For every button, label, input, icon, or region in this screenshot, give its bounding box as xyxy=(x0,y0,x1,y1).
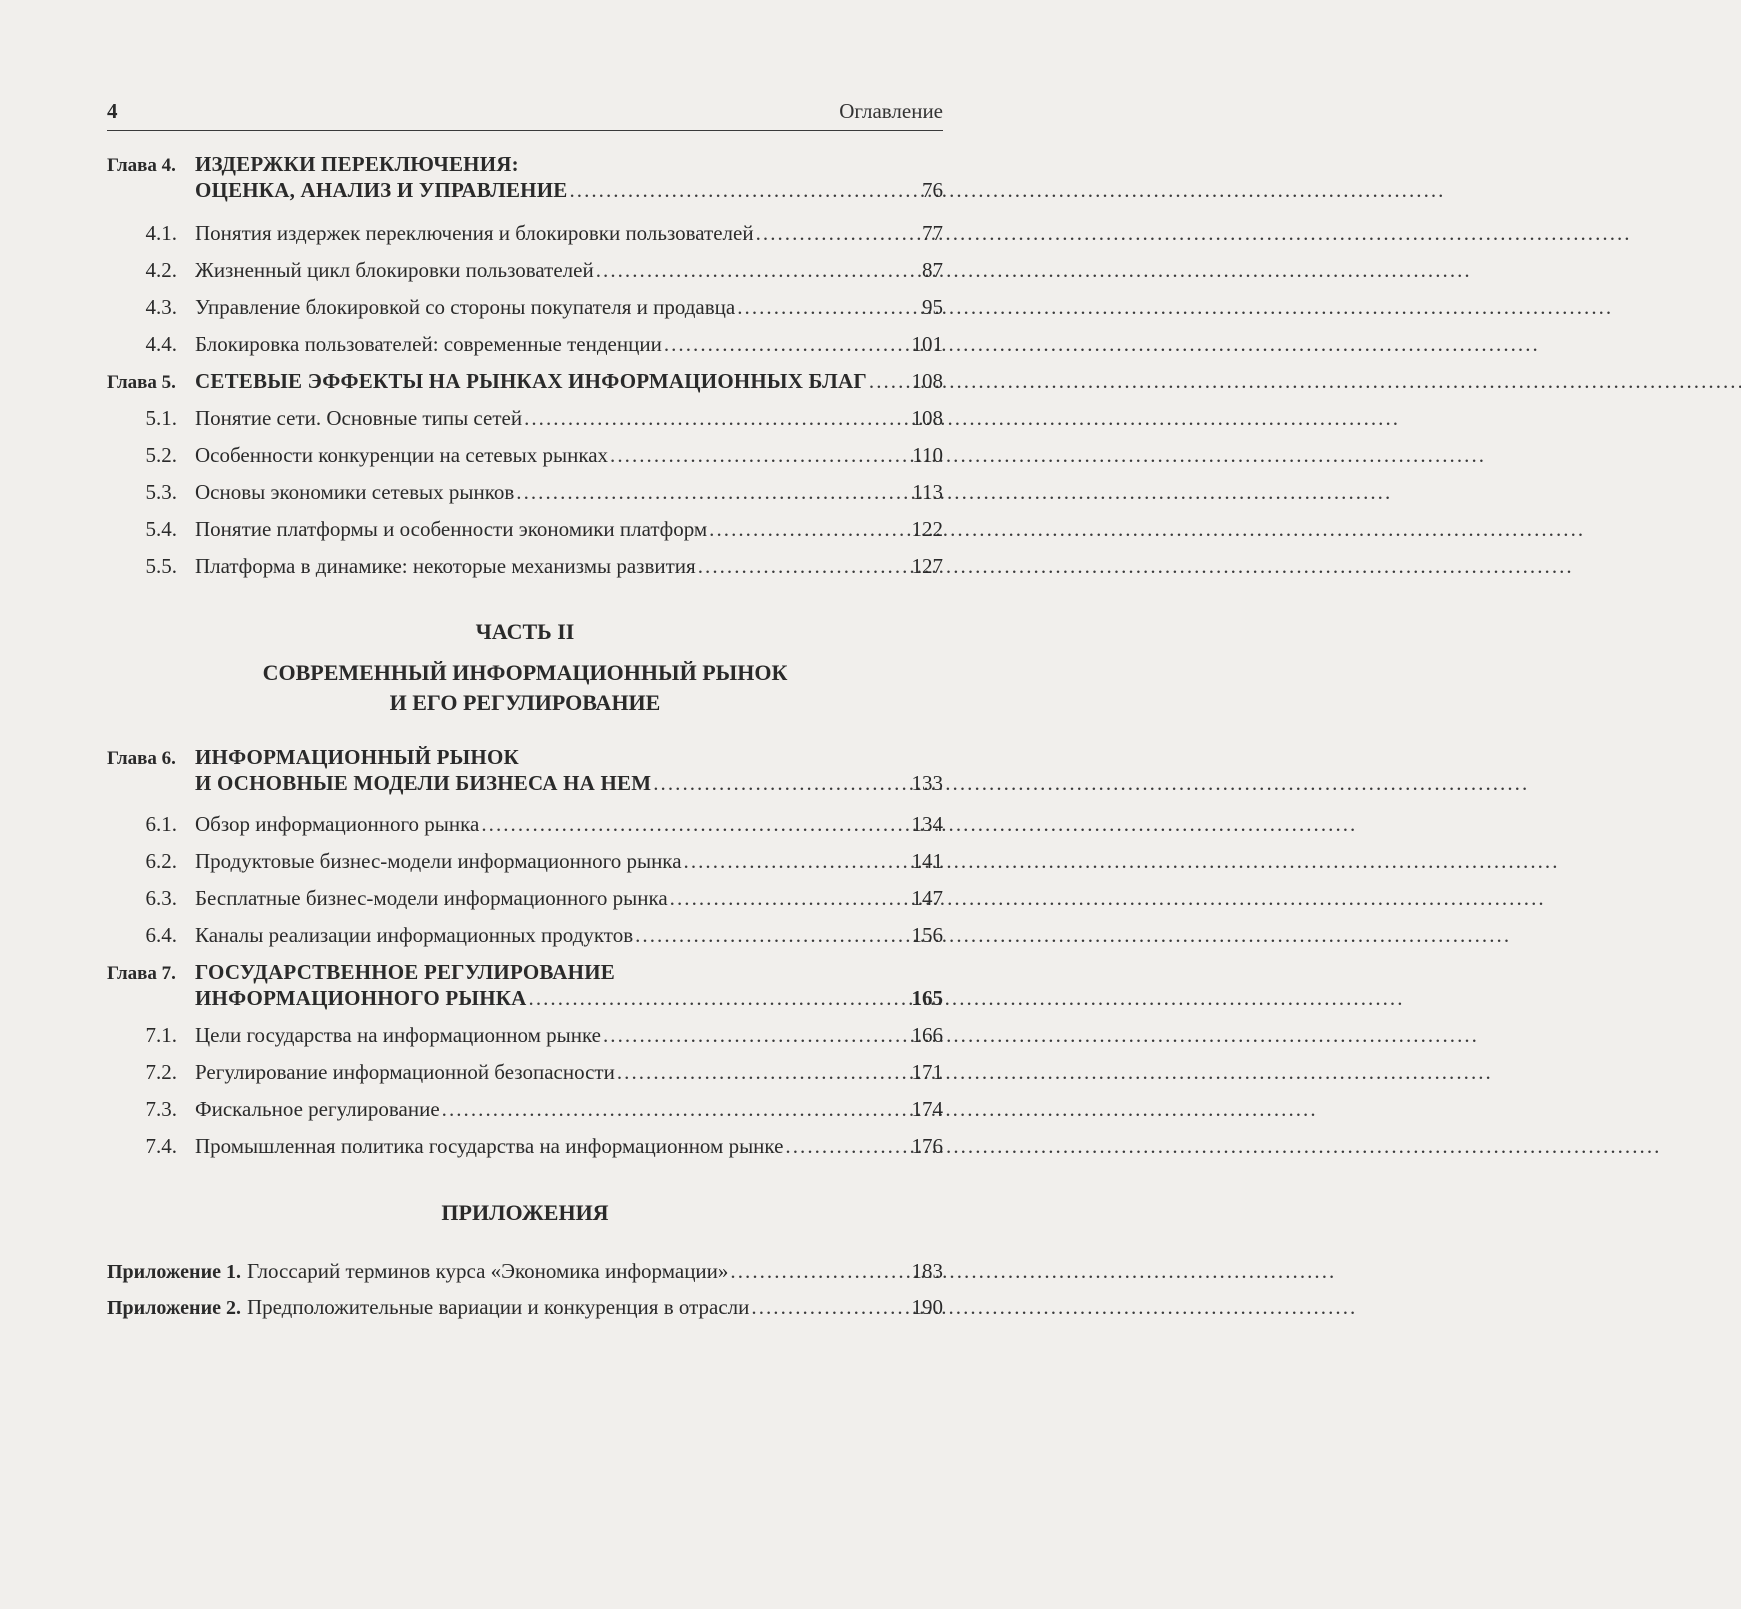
chapter-title-line2: ИНФОРМАЦИОННОГО РЫНКА xyxy=(195,986,527,1010)
dot-leader xyxy=(698,553,910,579)
toc-section-4-3[interactable] xyxy=(107,294,943,320)
section-number: 7.2. xyxy=(145,1060,177,1084)
page-ref: 127 xyxy=(911,554,943,578)
section-title: Жизненный цикл блокировки пользователей xyxy=(195,258,594,282)
dot-leader xyxy=(635,922,909,948)
section-number: 6.1. xyxy=(145,812,177,836)
section-title: Регулирование информационной безопасности xyxy=(195,1060,615,1084)
page-ref: 113 xyxy=(912,480,943,504)
page-ref: 108 xyxy=(911,406,943,430)
section-title: Управление блокировкой со стороны покупателя и продавца xyxy=(195,295,736,319)
toc-section-5-1[interactable] xyxy=(107,405,943,431)
section-title: Обзор информационного рынка xyxy=(195,812,480,836)
toc-section-7-4[interactable] xyxy=(107,1133,943,1159)
toc-chapter-6[interactable] xyxy=(107,744,943,796)
section-number: 4.1. xyxy=(145,221,177,245)
page-ref: 190 xyxy=(911,1295,943,1319)
section-title: Понятия издержек переключения и блокировки пользователей xyxy=(195,221,754,245)
chapter-label: Глава 6. xyxy=(107,748,176,769)
toc-section-4-1[interactable] xyxy=(107,220,943,246)
section-number: 6.3. xyxy=(145,886,177,910)
toc-section-6-1[interactable] xyxy=(107,811,943,837)
section-title: Блокировка пользователей: современные тенденции xyxy=(195,332,662,356)
toc-section-7-3[interactable] xyxy=(107,1096,943,1122)
toc-section-5-5[interactable] xyxy=(107,553,943,579)
section-title: Промышленная политика государства на информационном рынке xyxy=(195,1134,784,1158)
page-ref: 133 xyxy=(911,771,943,795)
page-ref: 76 xyxy=(922,178,943,202)
page-ref: 174 xyxy=(911,1097,943,1121)
toc-section-7-1[interactable] xyxy=(107,1022,943,1048)
toc-section-6-2[interactable] xyxy=(107,848,943,874)
dot-leader xyxy=(596,257,920,283)
dot-leader xyxy=(653,770,909,796)
page-ref: 141 xyxy=(911,849,943,873)
toc-section-4-2[interactable] xyxy=(107,257,943,283)
chapter-label: Глава 7. xyxy=(107,963,176,984)
appendix-title: Глоссарий терминов курса «Экономика информации» xyxy=(246,1259,729,1283)
dot-leader xyxy=(684,848,910,874)
page-ref: 95 xyxy=(922,295,943,319)
page-ref: 134 xyxy=(911,812,943,836)
running-head-title: Оглавление xyxy=(839,99,943,123)
section-number: 6.2. xyxy=(145,849,177,873)
dot-leader xyxy=(730,1258,909,1284)
toc-section-5-2[interactable] xyxy=(107,442,943,468)
section-title: Платформа в динамике: некоторые механизмы развития xyxy=(195,554,696,578)
section-title: Бесплатные бизнес-модели информационного рынка xyxy=(195,886,668,910)
dot-leader xyxy=(756,220,920,246)
toc-section-5-4[interactable] xyxy=(107,516,943,542)
section-title: Понятие сети. Основные типы сетей xyxy=(195,406,523,430)
appendix-label: Приложение 2. xyxy=(107,1297,241,1319)
toc-appendix-1[interactable] xyxy=(107,1258,943,1285)
section-number: 4.2. xyxy=(145,258,177,282)
section-title: Продуктовые бизнес-модели информационного рынка xyxy=(195,849,682,873)
page-ref: 166 xyxy=(911,1023,943,1047)
section-title: Фискальное регулирование xyxy=(195,1097,440,1121)
dot-leader xyxy=(785,1133,909,1159)
section-number: 6.4. xyxy=(145,923,177,947)
dot-leader xyxy=(664,331,910,357)
chapter-title-line1: ГОСУДАРСТВЕННОЕ РЕГУЛИРОВАНИЕ xyxy=(195,960,615,984)
toc-chapter-4[interactable] xyxy=(107,151,943,203)
part-title-line2: И ЕГО РЕГУЛИРОВАНИЕ xyxy=(389,690,661,715)
chapter-title-line1: ИНФОРМАЦИОННЫЙ РЫНОК xyxy=(195,745,519,769)
chapter-title: СЕТЕВЫЕ ЭФФЕКТЫ НА РЫНКАХ ИНФОРМАЦИОННЫХ БЛАГ xyxy=(195,369,867,393)
section-number: 5.4. xyxy=(145,517,177,541)
toc-chapter-7[interactable] xyxy=(107,959,943,1011)
page-ref: 147 xyxy=(911,886,943,910)
section-number: 7.3. xyxy=(145,1097,177,1121)
page-ref: 108 xyxy=(911,369,943,393)
running-head xyxy=(107,100,943,131)
chapter-title-line2: ОЦЕНКА, АНАЛИЗ И УПРАВЛЕНИЕ xyxy=(195,178,568,202)
section-title: Цели государства на информационном рынке xyxy=(195,1023,601,1047)
page-ref: 176 xyxy=(911,1134,943,1158)
page-number: 4 xyxy=(107,99,118,123)
dot-leader xyxy=(516,479,910,505)
part-title-line1: СОВРЕМЕННЫЙ ИНФОРМАЦИОННЫЙ РЫНОК xyxy=(262,660,788,685)
page-ref: 165 xyxy=(911,986,943,1010)
dot-leader xyxy=(529,985,910,1011)
toc-section-4-4[interactable] xyxy=(107,331,943,357)
dot-leader xyxy=(869,368,910,394)
dot-leader xyxy=(737,294,920,320)
toc-appendix-2[interactable] xyxy=(107,1294,943,1321)
chapter-title-line2: И ОСНОВНЫЕ МОДЕЛИ БИЗНЕСА НА НЕМ xyxy=(195,771,652,795)
page-ref: 87 xyxy=(922,258,943,282)
dot-leader xyxy=(569,177,920,203)
section-title: Особенности конкуренции на сетевых рынках xyxy=(195,443,609,467)
page-ref: 156 xyxy=(911,923,943,947)
dot-leader xyxy=(751,1294,909,1320)
section-number: 5.1. xyxy=(145,406,177,430)
appendices-heading: ПРИЛОЖЕНИЯ xyxy=(441,1200,609,1225)
dot-leader xyxy=(481,811,909,837)
section-title: Понятие платформы и особенности экономики платформ xyxy=(195,517,708,541)
page-ref: 101 xyxy=(911,332,943,356)
appendix-title: Предположительные вариации и конкуренция в отрасли xyxy=(246,1295,750,1319)
dot-leader xyxy=(670,885,910,911)
part-label: ЧАСТЬ II xyxy=(475,619,575,644)
page-ref: 183 xyxy=(911,1259,943,1283)
toc-section-6-3[interactable] xyxy=(107,885,943,911)
section-number: 5.2. xyxy=(145,443,177,467)
chapter-label: Глава 5. xyxy=(107,372,176,393)
dot-leader xyxy=(617,1059,910,1085)
section-number: 5.5. xyxy=(145,554,177,578)
section-title: Основы экономики сетевых рынков xyxy=(195,480,515,504)
section-number: 4.4. xyxy=(145,332,177,356)
appendix-label: Приложение 1. xyxy=(107,1261,241,1283)
section-number: 4.3. xyxy=(145,295,177,319)
page-ref: 110 xyxy=(912,443,943,467)
toc-section-6-4[interactable] xyxy=(107,922,943,948)
chapter-label: Глава 4. xyxy=(107,155,176,176)
dot-leader xyxy=(709,516,909,542)
page-ref: 171 xyxy=(911,1060,943,1084)
page-ref: 77 xyxy=(922,221,943,245)
chapter-title-line1: ИЗДЕРЖКИ ПЕРЕКЛЮЧЕНИЯ: xyxy=(195,152,519,176)
dot-leader xyxy=(610,442,910,468)
dot-leader xyxy=(603,1022,910,1048)
dot-leader xyxy=(442,1096,910,1122)
section-number: 7.1. xyxy=(145,1023,177,1047)
section-title: Каналы реализации информационных продуктов xyxy=(195,923,634,947)
toc-section-5-3[interactable] xyxy=(107,479,943,505)
page-ref: 122 xyxy=(911,517,943,541)
toc-section-7-2[interactable] xyxy=(107,1059,943,1085)
section-number: 7.4. xyxy=(145,1134,177,1158)
section-number: 5.3. xyxy=(145,480,177,504)
toc-chapter-5[interactable] xyxy=(107,368,943,394)
dot-leader xyxy=(524,405,909,431)
